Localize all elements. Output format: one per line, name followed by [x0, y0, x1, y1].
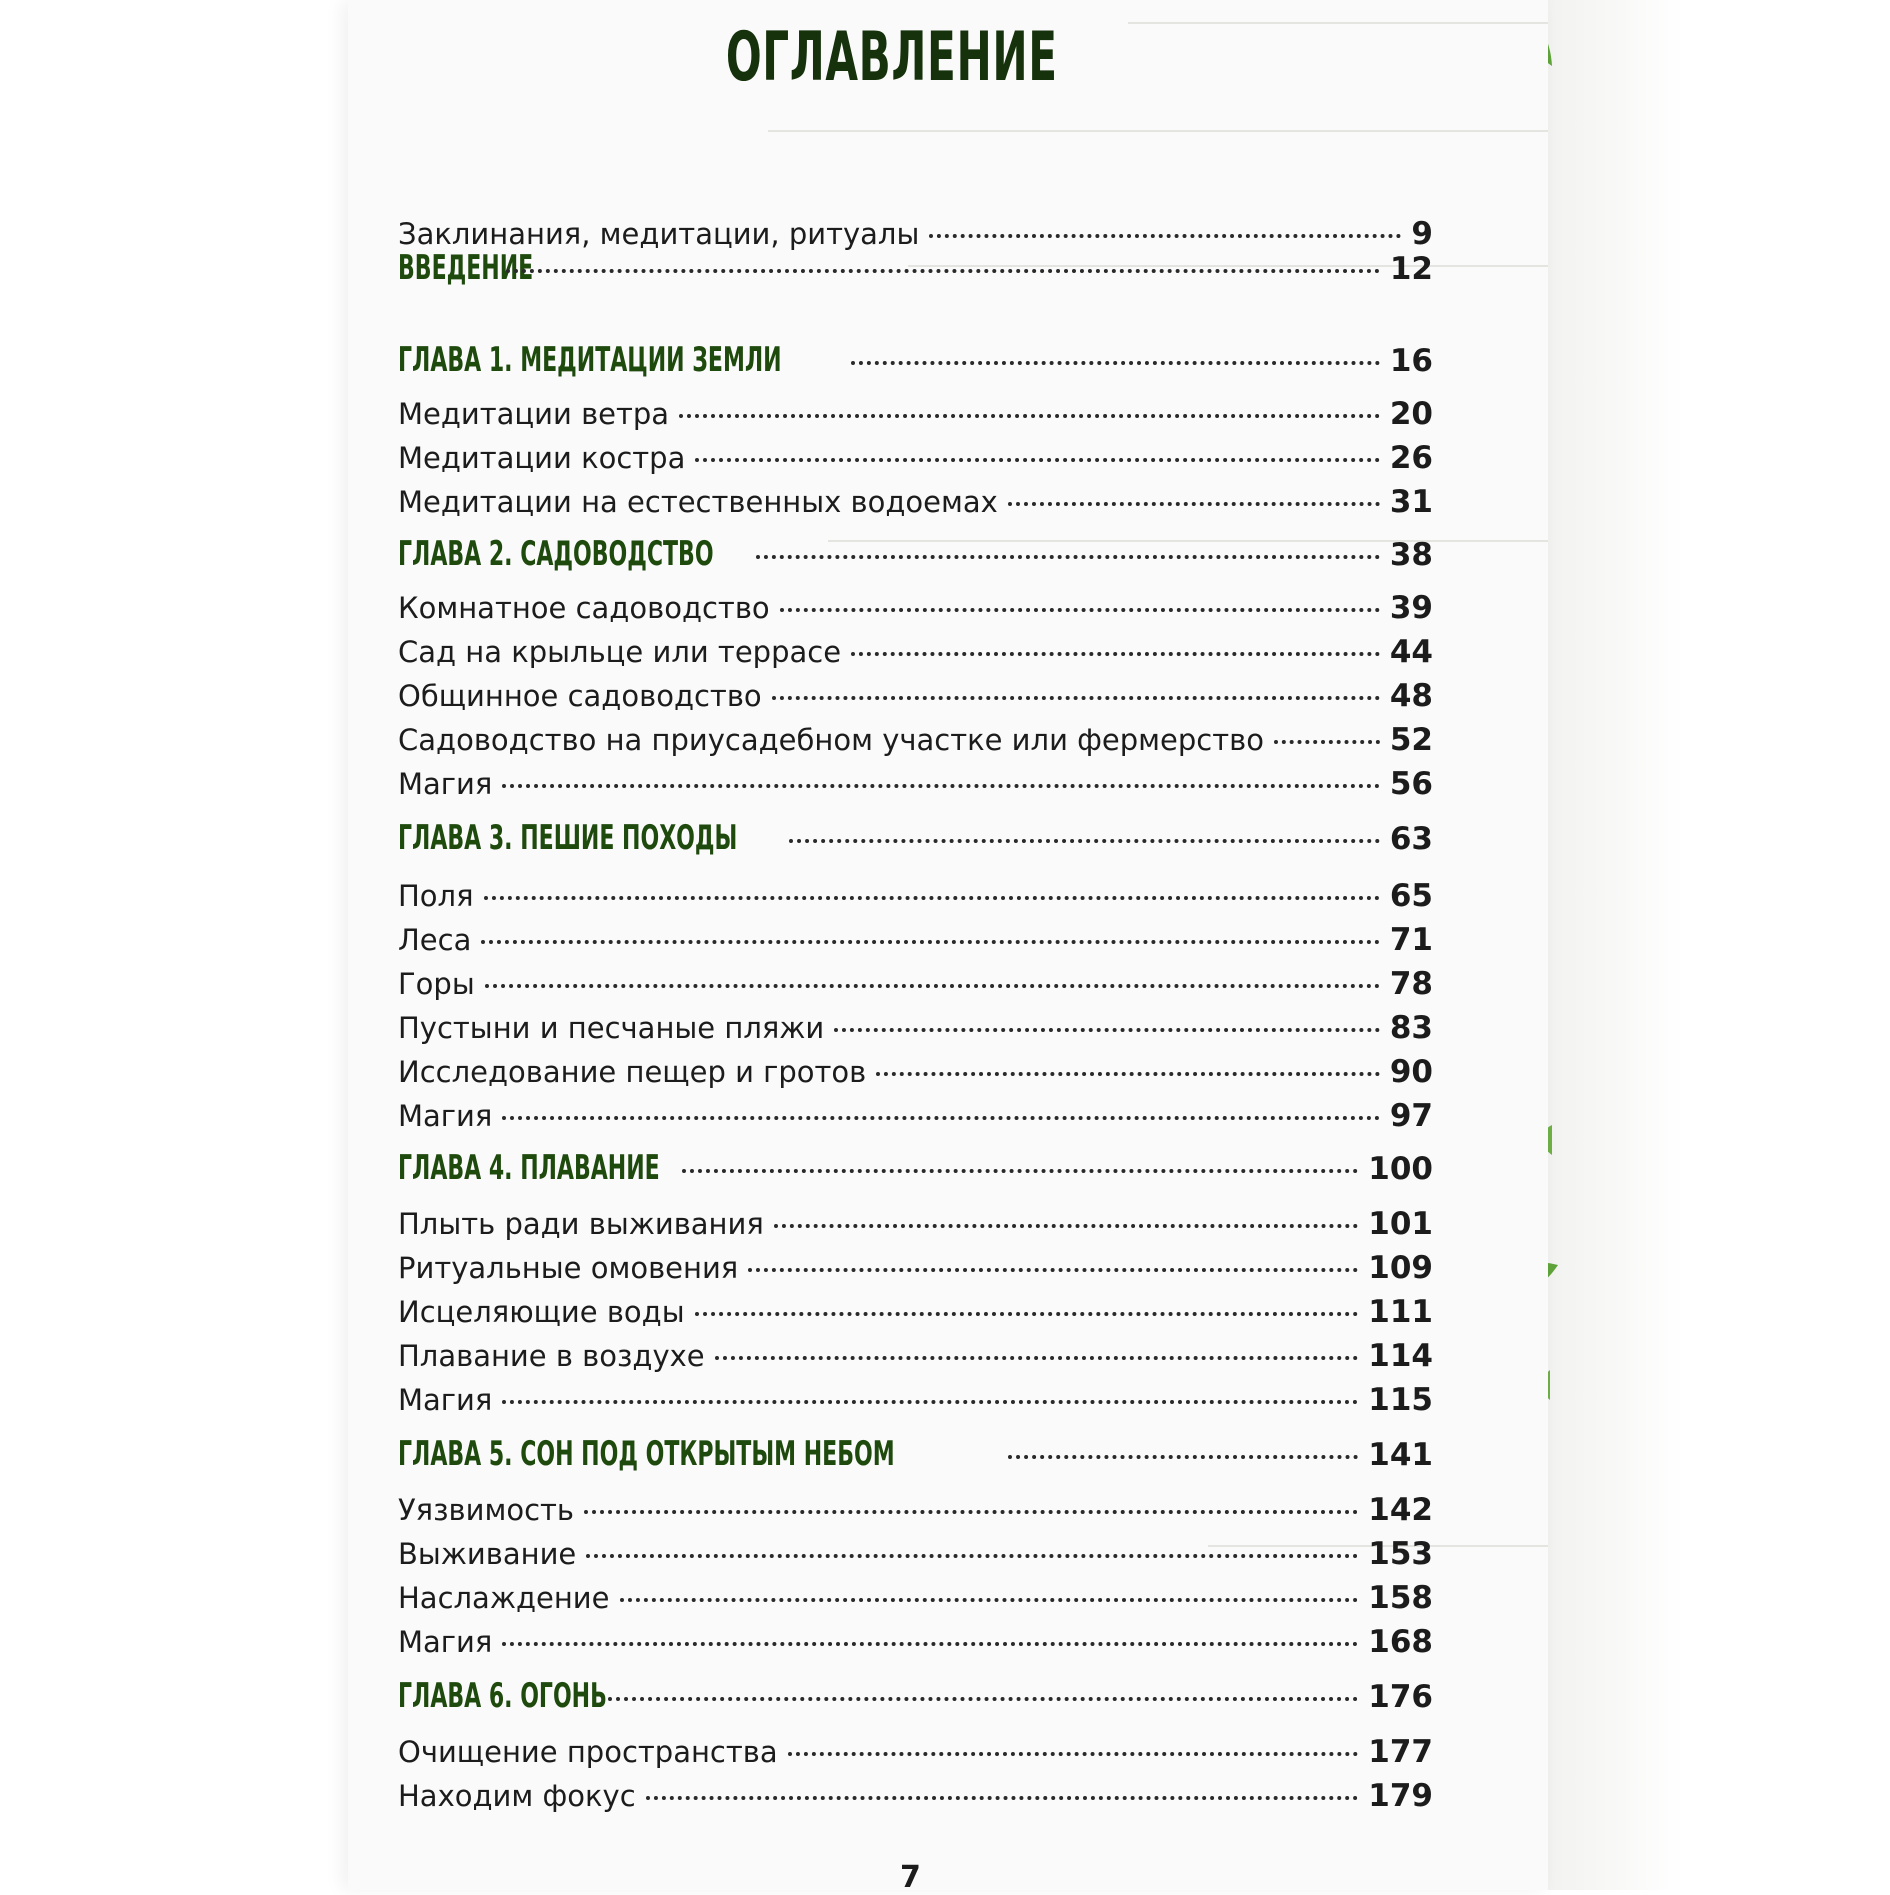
page-ref: 12	[1389, 251, 1433, 287]
page-ref: 177	[1368, 1734, 1433, 1770]
page-ref: 78	[1389, 966, 1433, 1002]
page-ref: 158	[1368, 1580, 1433, 1616]
toc-entry-row[interactable]	[398, 922, 1433, 958]
page-ref: 83	[1389, 1010, 1433, 1046]
toc-entry-row[interactable]	[398, 1250, 1433, 1286]
toc-chapter-row[interactable]	[398, 340, 1433, 380]
dot-leader	[1274, 740, 1380, 744]
page-ref: 20	[1389, 396, 1433, 432]
toc-entry-row[interactable]	[398, 878, 1433, 914]
entry-title: Наслаждение	[398, 1581, 610, 1615]
entry-title: Заклинания, медитации, ритуалы	[398, 217, 920, 251]
toc-entry-row[interactable]	[398, 216, 1433, 252]
page-ref: 65	[1389, 878, 1433, 914]
toc-entry-row[interactable]	[398, 1624, 1433, 1660]
dot-leader	[695, 458, 1380, 462]
page-ref: 44	[1389, 634, 1433, 670]
toc-entry-row[interactable]	[398, 1492, 1433, 1528]
page-ref: 16	[1389, 343, 1433, 379]
entry-title: Медитации ветра	[398, 397, 670, 431]
page-ref: 48	[1389, 678, 1433, 714]
toc-entry-row[interactable]	[398, 678, 1433, 714]
toc-entry-row[interactable]	[398, 590, 1433, 626]
toc-entry-row[interactable]	[398, 1536, 1433, 1572]
dot-leader	[586, 1554, 1358, 1558]
entry-title: Выживание	[398, 1537, 577, 1571]
dot-leader	[715, 1356, 1359, 1360]
page-title: ОГЛАВЛЕНИЕ	[725, 18, 1058, 97]
dot-leader	[679, 414, 1380, 418]
page-ref: 90	[1389, 1054, 1433, 1090]
chapter-title: ГЛАВА 2. САДОВОДСТВО	[398, 534, 714, 574]
toc-entry-row[interactable]	[398, 966, 1433, 1002]
page-ref: 63	[1389, 821, 1433, 857]
chapter-title: ГЛАВА 1. МЕДИТАЦИИ ЗЕМЛИ	[398, 340, 782, 380]
dot-leader	[620, 1598, 1359, 1602]
toc-entry-row[interactable]	[398, 1294, 1433, 1330]
entry-title: Исцеляющие воды	[398, 1295, 685, 1329]
toc-entry-row[interactable]	[398, 396, 1433, 432]
entry-title: Комнатное садоводство	[398, 591, 770, 625]
entry-title: Плыть ради выживания	[398, 1207, 764, 1241]
toc-chapter-row[interactable]	[398, 1148, 1433, 1188]
page-ref: 9	[1411, 216, 1433, 252]
toc-chapter-row[interactable]	[398, 1434, 1433, 1474]
page-ref: 38	[1389, 537, 1433, 573]
toc-entry-row[interactable]	[398, 1580, 1433, 1616]
entry-title: Находим фокус	[398, 1779, 636, 1813]
dot-leader	[695, 1312, 1359, 1316]
next-page-edge	[1548, 0, 1890, 1890]
dot-leader	[502, 1642, 1358, 1646]
entry-title: Поля	[398, 879, 474, 913]
entry-title: Очищение пространства	[398, 1735, 778, 1769]
dot-leader	[788, 1752, 1359, 1756]
entry-title: Сад на крыльце или террасе	[398, 635, 842, 669]
toc-entry-row[interactable]	[398, 766, 1433, 802]
entry-title: Леса	[398, 923, 472, 957]
toc-chapter-row[interactable]	[398, 818, 1433, 858]
dot-leader	[774, 1224, 1358, 1228]
dot-leader	[502, 1400, 1358, 1404]
dot-leader	[646, 1796, 1359, 1800]
entry-title: Ритуальные омовения	[398, 1251, 739, 1285]
chapter-title: ГЛАВА 4. ПЛАВАНИЕ	[398, 1148, 660, 1188]
entry-title: Садоводство на приусадебном участке или фермерство	[398, 723, 1264, 757]
page-ref: 153	[1368, 1536, 1433, 1572]
show-through-rule	[768, 130, 1548, 132]
chapter-title: ГЛАВА 5. СОН ПОД ОТКРЫТЫМ НЕБОМ	[398, 1434, 895, 1474]
dot-leader	[929, 234, 1401, 238]
toc-entry-row[interactable]	[398, 1206, 1433, 1242]
dot-leader	[772, 696, 1380, 700]
page-number: 7	[900, 1860, 921, 1895]
toc-chapter-row[interactable]	[398, 534, 1433, 574]
toc-entry-row[interactable]	[398, 484, 1433, 520]
chapter-title: ГЛАВА 3. ПЕШИЕ ПОХОДЫ	[398, 818, 738, 858]
toc-entry-row[interactable]	[398, 1338, 1433, 1374]
page-ref: 111	[1368, 1294, 1433, 1330]
page-ref: 142	[1368, 1492, 1433, 1528]
toc-chapter-row[interactable]	[398, 248, 1433, 288]
page-ref: 39	[1389, 590, 1433, 626]
page-ref: 141	[1368, 1437, 1433, 1473]
dot-leader	[1008, 502, 1380, 506]
entry-title: Магия	[398, 1383, 493, 1417]
page-ref: 71	[1389, 922, 1433, 958]
toc-entry-row[interactable]	[398, 1734, 1433, 1770]
entry-title: Магия	[398, 1099, 493, 1133]
page-ref: 56	[1389, 766, 1433, 802]
page-ref: 179	[1368, 1778, 1433, 1814]
page-ref: 97	[1389, 1098, 1433, 1134]
toc-entry-row[interactable]	[398, 1010, 1433, 1046]
entry-title: Медитации костра	[398, 441, 686, 475]
entry-title: Общинное садоводство	[398, 679, 762, 713]
entry-title: Магия	[398, 1625, 493, 1659]
toc-entry-row[interactable]	[398, 1382, 1433, 1418]
dot-leader	[834, 1028, 1380, 1032]
chapter-title: ВВЕДЕНИЕ	[398, 248, 534, 288]
dot-leader	[502, 1116, 1380, 1120]
dot-leader	[756, 555, 1380, 559]
page-ref: 176	[1368, 1679, 1433, 1715]
toc-entry-row[interactable]	[398, 1778, 1433, 1814]
dot-leader	[851, 652, 1380, 656]
page-ref: 114	[1368, 1338, 1433, 1374]
entry-title: Медитации на естественных водоемах	[398, 485, 998, 519]
entry-title: Магия	[398, 767, 493, 801]
page-ref: 52	[1389, 722, 1433, 758]
page-ref: 31	[1389, 484, 1433, 520]
dot-leader	[506, 269, 1380, 273]
dot-leader	[485, 984, 1380, 988]
entry-title: Уязвимость	[398, 1493, 575, 1527]
dot-leader	[780, 608, 1380, 612]
dot-leader	[608, 1697, 1358, 1701]
dot-leader	[851, 361, 1380, 365]
page-ref: 168	[1368, 1624, 1433, 1660]
dot-leader	[789, 839, 1380, 843]
dot-leader	[584, 1510, 1358, 1514]
page-ref: 101	[1368, 1206, 1433, 1242]
entry-title: Пустыни и песчаные пляжи	[398, 1011, 825, 1045]
dot-leader	[502, 784, 1380, 788]
toc-entry-row[interactable]	[398, 1098, 1433, 1134]
entry-title: Исследование пещер и гротов	[398, 1055, 867, 1089]
toc-chapter-row[interactable]	[398, 1676, 1433, 1716]
page-ref: 26	[1389, 440, 1433, 476]
page-ref: 100	[1368, 1151, 1433, 1187]
dot-leader	[1008, 1455, 1359, 1459]
dot-leader	[876, 1072, 1380, 1076]
dot-leader	[682, 1169, 1359, 1173]
toc-entry-row[interactable]	[398, 634, 1433, 670]
toc-entry-row[interactable]	[398, 722, 1433, 758]
entry-title: Горы	[398, 967, 475, 1001]
page-ref: 109	[1368, 1250, 1433, 1286]
page-ref: 115	[1368, 1382, 1433, 1418]
toc-entry-row[interactable]	[398, 440, 1433, 476]
dot-leader	[481, 940, 1379, 944]
dot-leader	[484, 896, 1380, 900]
entry-title: Плавание в воздухе	[398, 1339, 705, 1373]
chapter-title: ГЛАВА 6. ОГОНЬ	[398, 1676, 607, 1716]
toc-entry-row[interactable]	[398, 1054, 1433, 1090]
dot-leader	[748, 1268, 1358, 1272]
